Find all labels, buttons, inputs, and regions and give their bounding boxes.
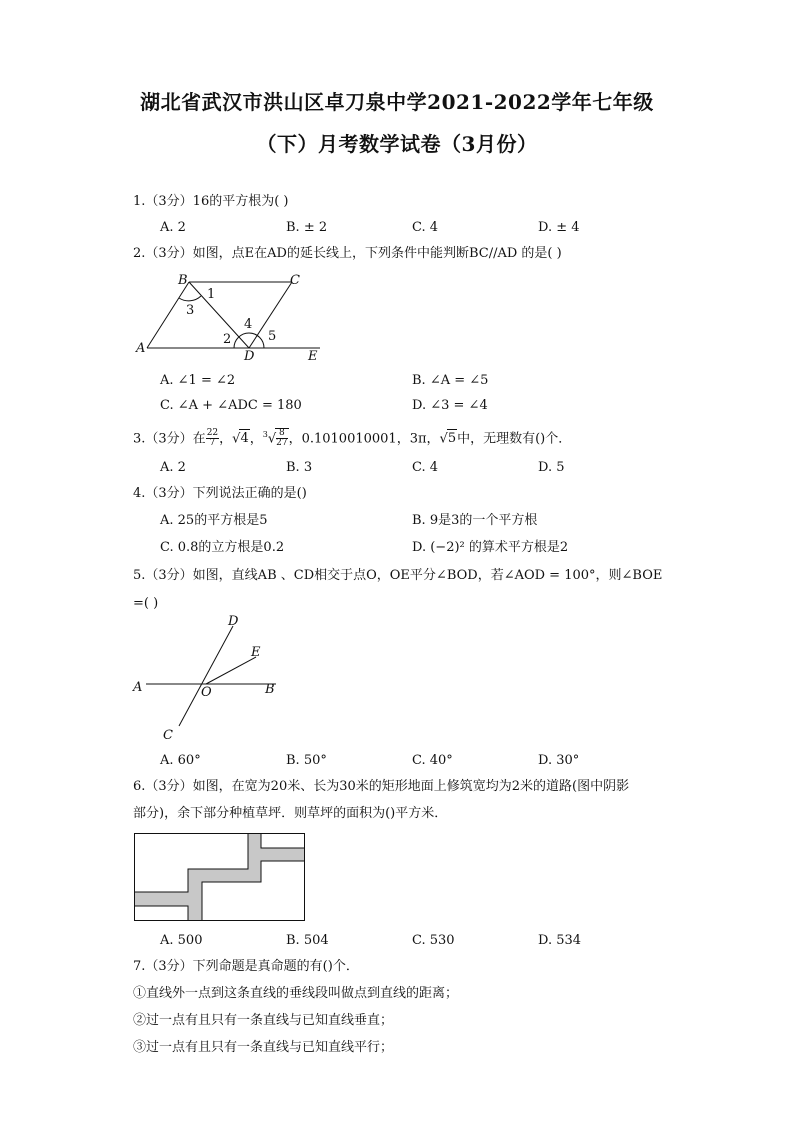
- q5-label-b: B: [265, 682, 275, 697]
- q6-option-d[interactable]: D. 534: [538, 933, 582, 948]
- q2-parallelogram-figure: [130, 268, 330, 364]
- q1-option-b[interactable]: B. ± 2: [286, 220, 328, 235]
- q1-option-c[interactable]: C. 4: [412, 220, 439, 235]
- question-2-stem: 2.（3分）如图，点E在AD的延长线上，下列条件中能判断BC//AD 的是( ): [133, 246, 562, 261]
- q4-option-c[interactable]: C. 0.8的立方根是0.2: [160, 540, 285, 555]
- q4-option-b[interactable]: B. 9是3的一个平方根: [412, 513, 538, 528]
- question-1-stem: 1.（3分）16的平方根为( ): [133, 194, 289, 209]
- q2-angle-1: 1: [207, 287, 216, 302]
- q2-label-b: B: [178, 273, 188, 288]
- q5-label-e: E: [251, 645, 261, 660]
- q2-label-a: A: [136, 341, 146, 356]
- q2-angle-4: 4: [244, 317, 253, 332]
- question-7-stem: 7.（3分）下列命题是真命题的有()个．: [133, 959, 359, 974]
- question-4-stem: 4.（3分）下列说法正确的是(): [133, 486, 307, 501]
- q1-option-a[interactable]: A. 2: [160, 220, 186, 235]
- q5-option-c[interactable]: C. 40°: [412, 753, 453, 768]
- q5-label-d: D: [228, 614, 239, 629]
- q3-fraction-22-7: $\frac{22}{7}$: [206, 428, 219, 449]
- q7-statement-2: ②过一点有且只有一条直线与已知直线垂直；: [133, 1013, 394, 1028]
- q3-cbrt-8-27: $\frac{8}{27}$: [276, 428, 288, 449]
- q4-option-a[interactable]: A. 25的平方根是5: [160, 513, 268, 528]
- q5-intersecting-lines-figure: [130, 612, 290, 744]
- q2-option-c[interactable]: C. ∠A + ∠ADC = 180: [160, 398, 302, 413]
- q2-option-d[interactable]: D. ∠3 = ∠4: [412, 398, 488, 413]
- q3-option-c[interactable]: C. 4: [412, 460, 439, 475]
- q2-angle-2: 2: [223, 332, 232, 347]
- q5-label-a: A: [133, 680, 143, 695]
- q6-option-c[interactable]: C. 530: [412, 933, 455, 948]
- question-6-stem-cont: 部分)，余下部分种植草坪．则草坪的面积为()平方米．: [133, 806, 448, 821]
- q2-option-b[interactable]: B. ∠A = ∠5: [412, 373, 489, 388]
- q3-option-d[interactable]: D. 5: [538, 460, 565, 475]
- q2-label-e: E: [308, 349, 318, 364]
- q6-option-a[interactable]: A. 500: [160, 933, 203, 948]
- page-title-line2: （下）月考数学试卷（3月份）: [256, 132, 538, 156]
- q6-road-rectangle-figure: [134, 833, 308, 923]
- q2-angle-5: 5: [268, 329, 277, 344]
- question-5-stem: 5.（3分）如图，直线AB 、CD相交于点O，OE平分∠BOD，若∠AOD = 100°，则∠BOE: [133, 568, 663, 583]
- question-3-stem: 3.（3分）在 $\frac{22}{7}$ ，√4，$^3$√ $\frac{8}{27}$ ，0.1010010001，3π，√5中，无理数有()个．: [133, 428, 572, 449]
- q3-sqrt-5: 5: [447, 431, 457, 447]
- q4-option-d[interactable]: D. (−2)² 的算术平方根是2: [412, 540, 569, 555]
- q2-label-d: D: [244, 349, 255, 364]
- q5-option-d[interactable]: D. 30°: [538, 753, 580, 768]
- q2-angle-3: 3: [186, 303, 195, 318]
- q2-label-c: C: [290, 273, 300, 288]
- q5-option-b[interactable]: B. 50°: [286, 753, 327, 768]
- question-5-stem-cont: =( ): [133, 596, 159, 611]
- q2-option-a[interactable]: A. ∠1 = ∠2: [160, 373, 236, 388]
- q5-option-a[interactable]: A. 60°: [160, 753, 201, 768]
- q7-statement-1: ①直线外一点到这条直线的垂线段叫做点到直线的距离；: [133, 986, 459, 1001]
- question-6-stem: 6.（3分）如图，在宽为20米、长为30米的矩形地面上修筑宽均为2米的道路(图中阴影: [133, 779, 630, 794]
- q5-label-o: O: [201, 685, 212, 700]
- q7-statement-3: ③过一点有且只有一条直线与已知直线平行；: [133, 1040, 394, 1055]
- q3-option-b[interactable]: B. 3: [286, 460, 313, 475]
- q1-option-d[interactable]: D. ± 4: [538, 220, 580, 235]
- page-title-line1: 湖北省武汉市洪山区卓刀泉中学2021-2022学年七年级: [140, 90, 654, 114]
- q3-sqrt-4: 4: [240, 431, 249, 447]
- q3-option-a[interactable]: A. 2: [160, 460, 186, 475]
- q6-option-b[interactable]: B. 504: [286, 933, 329, 948]
- q5-label-c: C: [163, 728, 173, 743]
